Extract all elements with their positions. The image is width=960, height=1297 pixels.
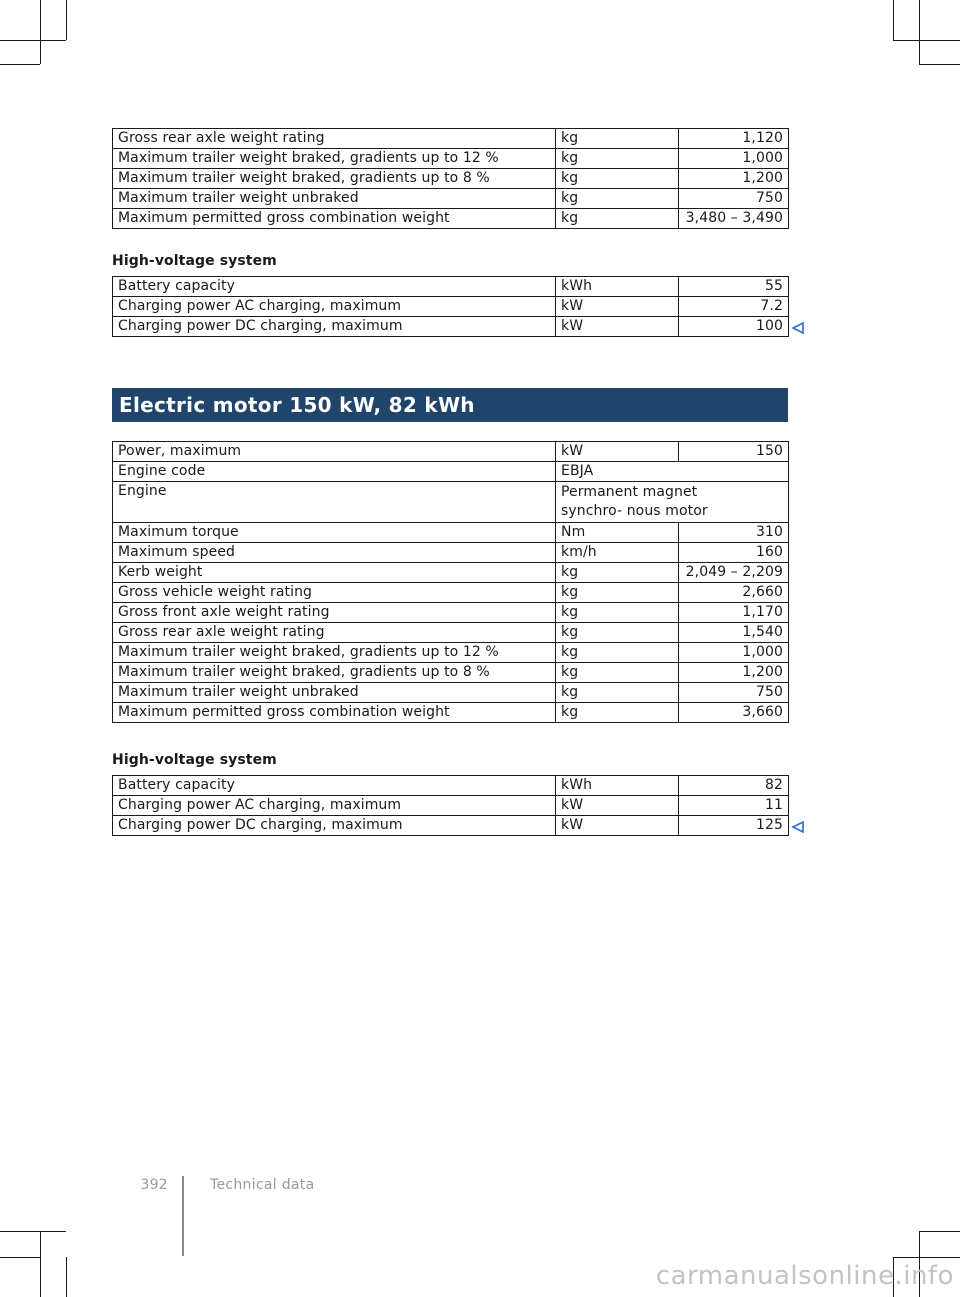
spec-value: 1,120 [679,129,789,149]
spec-label: Charging power AC charging, maximum [113,796,556,816]
spec-label: Engine code [113,462,556,482]
spec-unit: kg [556,129,679,149]
crop-mark [919,1231,960,1232]
table-row [113,189,789,209]
table-row [113,583,789,603]
spec-value: 125 [679,816,789,836]
table-row [113,796,789,816]
triangle-left-outline-icon [791,820,805,834]
spec-label: Gross rear axle weight rating [113,129,556,149]
table-row [113,442,789,462]
spec-value: 7.2 [679,297,789,317]
triangle-left-outline-icon [791,321,805,335]
spec-label: Maximum trailer weight braked, gradients up to 12 % [113,643,556,663]
spec-unit: Nm [556,523,679,543]
spec-label: Charging power AC charging, maximum [113,297,556,317]
table-row [113,603,789,623]
table-row [113,149,789,169]
spec-value: 1,000 [679,643,789,663]
table-row [113,169,789,189]
spec-unit: kg [556,209,679,229]
spec-label: Maximum speed [113,543,556,563]
spec-label: Gross vehicle weight rating [113,583,556,603]
table-row [113,683,789,703]
table-row [113,643,789,663]
spec-unit: kg [556,189,679,209]
spec-value: 100 [679,317,789,337]
spec-value: 1,200 [679,663,789,683]
spec-value: 2,660 [679,583,789,603]
table-row [113,623,789,643]
spec-unit: kW [556,317,679,337]
spec-unit: kg [556,703,679,723]
spec-label: Power, maximum [113,442,556,462]
crop-mark [0,64,40,65]
spec-unit: kg [556,663,679,683]
table-row [113,816,789,836]
spec-label: Maximum trailer weight unbraked [113,683,556,703]
footer-divider [182,1176,184,1256]
crop-mark [893,0,894,40]
table-row [113,663,789,683]
spec-unit: kg [556,583,679,603]
spec-value: Permanent magnet synchro- nous motor [556,482,789,523]
spec-label: Gross rear axle weight rating [113,623,556,643]
footer-section-title: Technical data [210,1177,315,1193]
spec-unit: kg [556,563,679,583]
high-voltage-table-55kwh [112,276,789,337]
spec-label: Maximum trailer weight unbraked [113,189,556,209]
spec-label: Battery capacity [113,776,556,796]
spec-unit: kW [556,297,679,317]
spec-label: Charging power DC charging, maximum [113,816,556,836]
spec-label: Gross front axle weight rating [113,603,556,623]
high-voltage-heading: High-voltage system [112,752,277,768]
spec-label: Maximum trailer weight braked, gradients up to 8 % [113,169,556,189]
spec-value: 1,200 [679,169,789,189]
table-row [113,482,789,523]
spec-value: 750 [679,189,789,209]
weights-table-55kwh [112,128,789,229]
spec-unit: kW [556,796,679,816]
watermark: carmanualsonline.info [655,1261,954,1291]
spec-label: Kerb weight [113,563,556,583]
spec-label: Maximum trailer weight braked, gradients up to 8 % [113,663,556,683]
table-row [113,277,789,297]
spec-unit: km/h [556,543,679,563]
table-row [113,776,789,796]
spec-label: Charging power DC charging, maximum [113,317,556,337]
spec-value: 3,660 [679,703,789,723]
table-row [113,317,789,337]
spec-value: 1,170 [679,603,789,623]
spec-value: 55 [679,277,789,297]
table-row [113,523,789,543]
table-row [113,297,789,317]
crop-mark [66,0,67,40]
spec-label: Maximum permitted gross combination weight [113,703,556,723]
high-voltage-table-82kwh [112,775,789,836]
table-row [113,209,789,229]
crop-mark [0,40,66,41]
crop-mark [919,64,960,65]
spec-value: 1,540 [679,623,789,643]
table-row [113,543,789,563]
table-row [113,129,789,149]
table-row [113,462,789,482]
crop-mark [893,40,960,41]
spec-value: 11 [679,796,789,816]
spec-unit: kWh [556,277,679,297]
spec-label: Maximum trailer weight braked, gradients up to 12 % [113,149,556,169]
spec-unit: kg [556,603,679,623]
spec-label: Maximum torque [113,523,556,543]
spec-value: 310 [679,523,789,543]
section-title-banner: Electric motor 150 kW, 82 kWh [112,388,788,422]
spec-label: Engine [113,482,556,523]
spec-unit: kW [556,816,679,836]
spec-value: 750 [679,683,789,703]
spec-value: 2,049 – 2,209 [679,563,789,583]
page-number: 392 [140,1177,168,1193]
spec-unit: kg [556,169,679,189]
crop-mark [66,1257,67,1297]
high-voltage-heading: High-voltage system [112,253,277,269]
spec-unit: kg [556,643,679,663]
spec-unit: kW [556,442,679,462]
crop-mark [40,0,41,64]
spec-unit: kg [556,683,679,703]
crop-mark [0,1231,66,1232]
crop-mark [919,0,920,64]
spec-value: 150 [679,442,789,462]
spec-unit: kg [556,623,679,643]
spec-label: Maximum permitted gross combination weight [113,209,556,229]
crop-mark [0,1257,40,1258]
crop-mark [893,1257,960,1258]
spec-value: 160 [679,543,789,563]
crop-mark [40,1231,41,1297]
spec-value: 1,000 [679,149,789,169]
spec-label: Battery capacity [113,277,556,297]
spec-value: 82 [679,776,789,796]
table-row [113,703,789,723]
spec-value: EBJA [556,462,789,482]
table-row [113,563,789,583]
spec-unit: kWh [556,776,679,796]
spec-unit: kg [556,149,679,169]
specs-table-82kwh [112,441,789,723]
spec-value: 3,480 – 3,490 [679,209,789,229]
